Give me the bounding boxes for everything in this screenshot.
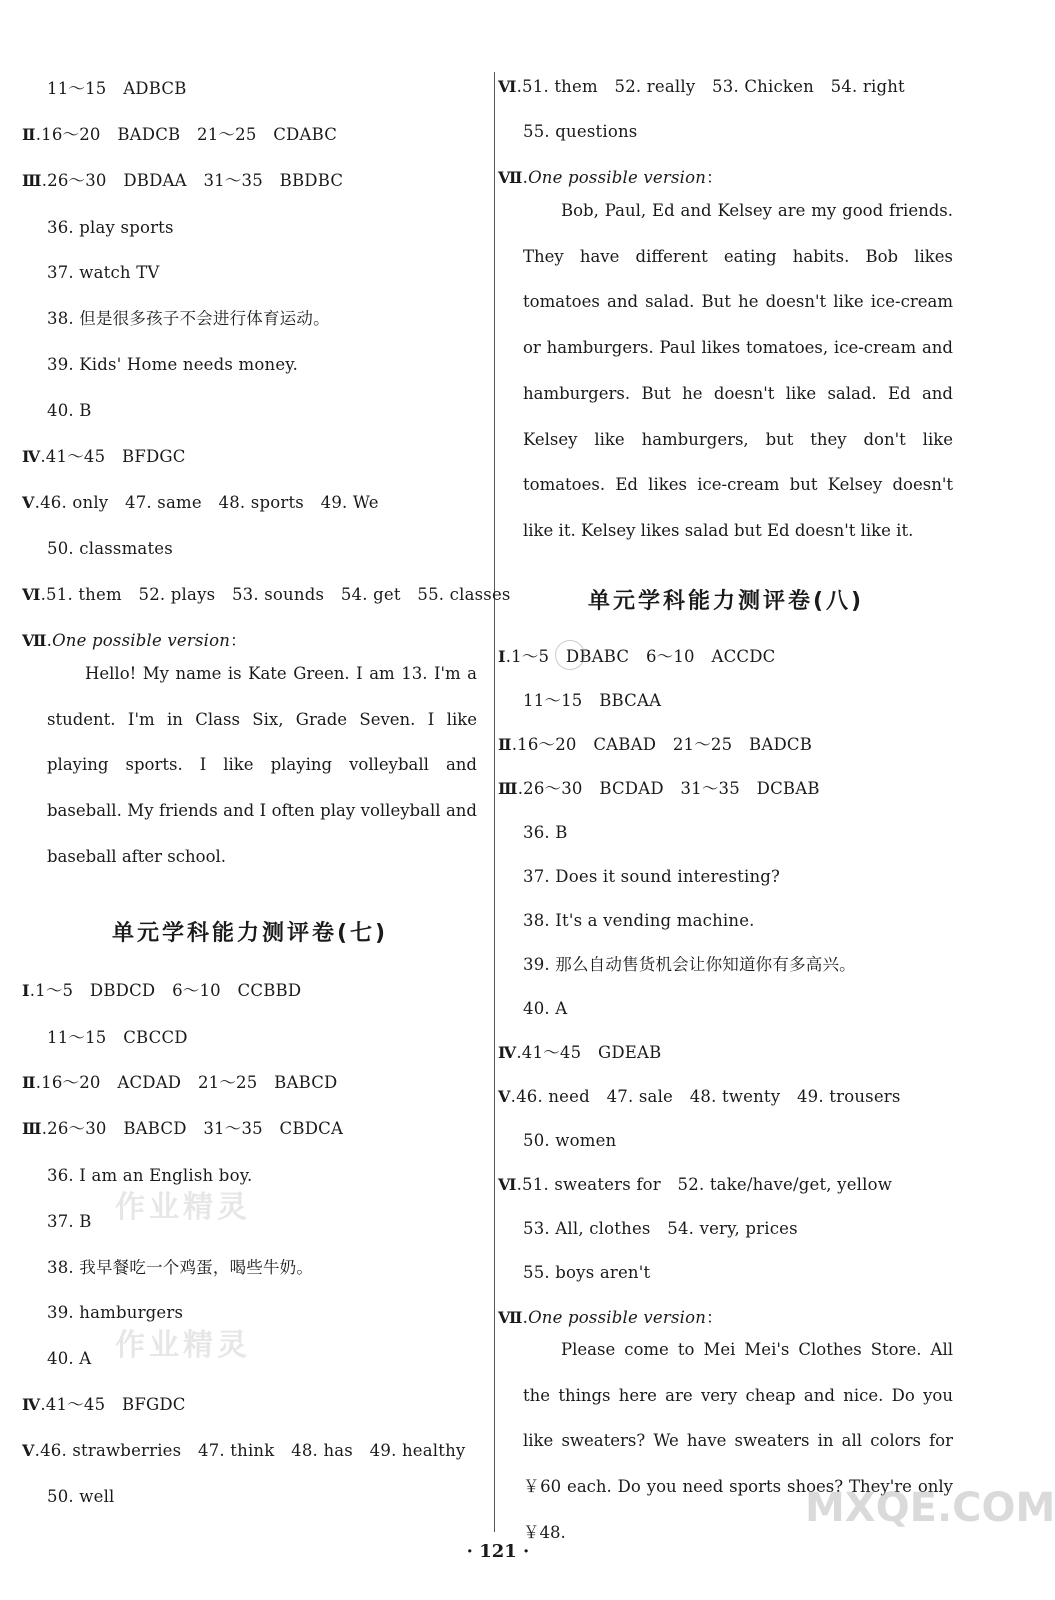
roman-numeral: Ⅶ [498, 168, 523, 187]
roman-numeral: Ⅰ [498, 647, 506, 666]
answer-line: 36. I am an English boy. [47, 1166, 253, 1185]
answer-line: 37. B [47, 1212, 92, 1231]
answer-line: 11～15 ADBCB [47, 79, 187, 98]
watermark: 作业精灵 [115, 1328, 251, 1363]
answer-line: 40. A [47, 1349, 92, 1368]
answer-line: Ⅱ.16～20 BADCB 21～25 CDABC [22, 125, 338, 144]
roman-numeral: Ⅲ [22, 1119, 42, 1138]
answer-line: Ⅴ.46. only 47. same 48. sports 49. We [22, 493, 379, 512]
roman-numeral: Ⅰ [22, 981, 30, 1000]
page-number: · 121 · [466, 1541, 530, 1562]
answer-line: 38. 我早餐吃一个鸡蛋，喝些牛奶。 [47, 1258, 314, 1277]
roman-numeral: Ⅲ [498, 779, 518, 798]
answer-line: Ⅳ.41～45 BFDGC [22, 447, 186, 466]
stamp-mark [555, 640, 585, 670]
roman-numeral: Ⅱ [22, 125, 36, 144]
answer-line: Ⅴ.46. strawberries 47. think 48. has 49. healthy [22, 1441, 466, 1460]
answer-line: Ⅶ.One possible version： [498, 1308, 723, 1327]
roman-numeral: Ⅵ [498, 1175, 517, 1194]
roman-numeral: Ⅶ [22, 631, 47, 650]
answer-line: 40. A [523, 999, 568, 1018]
roman-numeral: Ⅴ [22, 493, 35, 512]
answer-line: Ⅶ.One possible version： [22, 631, 247, 650]
answer-line: 53. All, clothes 54. very, prices [523, 1219, 798, 1238]
answer-line: Ⅱ.16～20 ACDAD 21～25 BABCD [22, 1073, 338, 1092]
answer-line: 55. questions [523, 122, 638, 141]
answer-line: Ⅱ.16～20 CABAD 21～25 BADCB [498, 735, 813, 754]
roman-numeral: Ⅳ [498, 1043, 517, 1062]
answer-line: Ⅲ.26～30 BABCD 31～35 CBDCA [22, 1119, 344, 1138]
roman-numeral: Ⅶ [498, 1308, 523, 1327]
roman-numeral: Ⅵ [498, 77, 517, 96]
answer-line: 36. B [523, 823, 568, 842]
answer-line: Ⅰ.1～5 DBDCD 6～10 CCBBD [22, 981, 302, 1000]
answer-line: Ⅰ.1～5 DBABC 6～10 ACCDC [498, 647, 776, 666]
answer-line: Ⅵ.51. sweaters for 52. take/have/get, yellow [498, 1175, 893, 1194]
watermark: 作业精灵 [115, 1190, 251, 1225]
roman-numeral: Ⅴ [498, 1087, 511, 1106]
roman-numeral: Ⅴ [22, 1441, 35, 1460]
answer-line: 38. 但是很多孩子不会进行体育运动。 [47, 309, 330, 328]
answer-line: 38. It's a vending machine. [523, 911, 755, 930]
corner-watermark-logo: MXQE.COM [805, 1485, 1055, 1531]
answer-line: 40. B [47, 401, 92, 420]
answer-line: 39. 那么自动售货机会让你知道你有多高兴。 [523, 955, 856, 974]
essay-paragraph: Please come to Mei Mei's Clothes Store. All the things here are very cheap and nice. Do you like sweaters? We have sweaters in all colors for ￥60 each. Do you need sports shoes? They're only ￥48. [523, 1340, 953, 1542]
essay-paragraph: Bob, Paul, Ed and Kelsey are my good friends. They have different eating habits. Bob likes tomatoes and salad. But he doesn't like ice-cream or hamburgers. Paul likes tomatoes, ice-cream and hamburgers. But he doesn't like salad. Ed and Kelsey like hamburgers, but they don't like tomatoes. Ed likes ice-cream but Kelsey doesn't like it. Kelsey likes salad but Ed doesn't like it. [523, 201, 953, 540]
roman-numeral: Ⅳ [22, 1395, 41, 1414]
answer-line: Ⅶ.One possible version： [498, 168, 723, 187]
answer-line: 39. hamburgers [47, 1303, 184, 1322]
section-heading-7: 单元学科能力测评卷(七) [112, 921, 389, 946]
answer-line: 11～15 BBCAA [523, 691, 662, 710]
answer-line: 50. well [47, 1487, 115, 1506]
answer-line: 36. play sports [47, 218, 174, 237]
roman-numeral: Ⅱ [498, 735, 512, 754]
answer-line: Ⅲ.26～30 BCDAD 31～35 DCBAB [498, 779, 820, 798]
roman-numeral: Ⅵ [22, 585, 41, 604]
essay-paragraph: Hello! My name is Kate Green. I am 13. I'm a student. I'm in Class Six, Grade Seven. I like playing sports. I like playing volleyball and baseball. My friends and I often play volleyball and baseball after school. [47, 664, 477, 866]
answer-line: 50. women [523, 1131, 617, 1150]
answer-line: Ⅳ.41～45 GDEAB [498, 1043, 662, 1062]
answer-line: 55. boys aren't [523, 1263, 651, 1282]
answer-line: 37. watch TV [47, 263, 160, 282]
roman-numeral: Ⅲ [22, 171, 42, 190]
answer-line: Ⅲ.26～30 DBDAA 31～35 BBDBC [22, 171, 344, 190]
answer-line: 39. Kids' Home needs money. [47, 355, 299, 374]
answer-line: Ⅳ.41～45 BFGDC [22, 1395, 186, 1414]
roman-numeral: Ⅱ [22, 1073, 36, 1092]
answer-line: Ⅵ.51. them 52. plays 53. sounds 54. get 55. classes [22, 585, 511, 604]
answer-line: 37. Does it sound interesting? [523, 867, 781, 886]
column-divider [494, 72, 495, 1532]
roman-numeral: Ⅳ [22, 447, 41, 466]
answer-line: Ⅵ.51. them 52. really 53. Chicken 54. right [498, 77, 905, 96]
answer-line: 11～15 CBCCD [47, 1028, 188, 1047]
answer-line: Ⅴ.46. need 47. sale 48. twenty 49. trousers [498, 1087, 901, 1106]
section-heading-8: 单元学科能力测评卷(八) [588, 589, 865, 614]
answer-line: 50. classmates [47, 539, 173, 558]
